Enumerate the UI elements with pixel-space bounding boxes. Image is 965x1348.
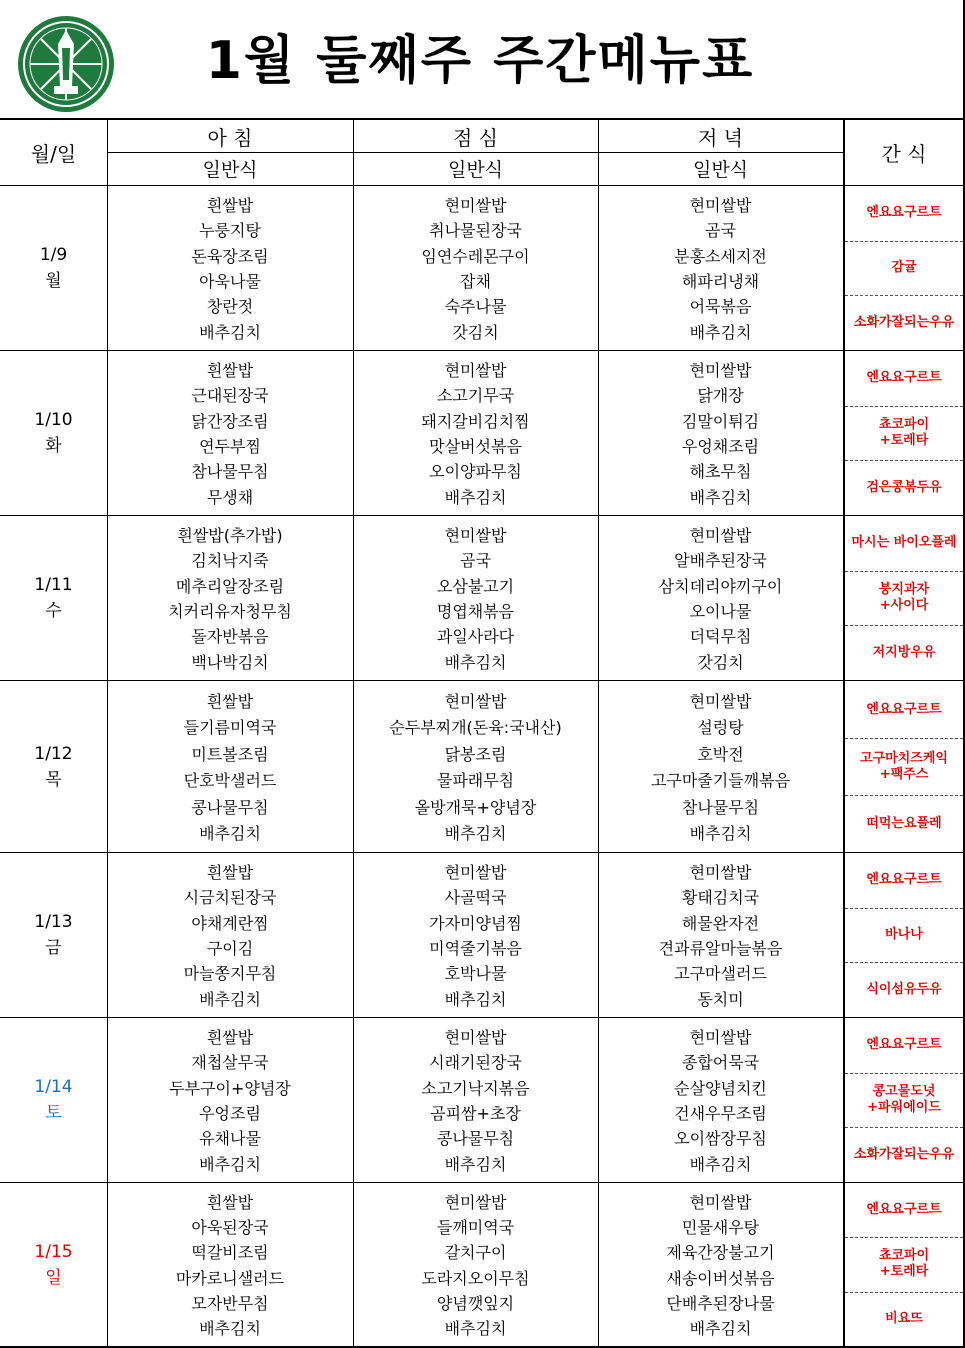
menu-item: 현미쌀밥 (444, 1193, 507, 1213)
day-date: 1/13 (34, 912, 73, 932)
emblem-logo (16, 14, 116, 114)
menu-item: 물파래무침 (436, 771, 515, 791)
day-weekday: 수 (45, 601, 62, 621)
menu-item: 흰쌀밥 (206, 691, 254, 711)
menu-item: 참나물무침 (191, 462, 269, 482)
menu-item: 단배추된장나물 (666, 1293, 775, 1313)
menu-item: 알배추된장국 (674, 551, 767, 571)
snack-item: 콩고물도넛 +파워에이드 (867, 1083, 941, 1115)
menu-item: 숙주나물 (444, 297, 507, 317)
menu-item: 고구마줄기들깨볶음 (650, 771, 791, 791)
menu-item: 흰쌀밥 (206, 1193, 254, 1213)
menu-item: 콩나물무침 (191, 797, 269, 817)
meal-lunch (353, 1024, 598, 1176)
meal-lunch (353, 1189, 598, 1340)
menu-item: 명엽채볶음 (436, 602, 515, 622)
menu-item: 마카로니샐러드 (175, 1268, 285, 1288)
menu-item: 곰국 (705, 221, 736, 241)
menu-item: 순두부찌개(돈육:국내산) (389, 718, 562, 738)
snack-item: 엔요요구르트 (866, 1202, 942, 1218)
day-cell (0, 516, 107, 680)
snack-divider (845, 1127, 963, 1128)
menu-item: 견과류알마늘볶음 (658, 939, 783, 959)
row-divider (0, 350, 963, 351)
menu-item: 종합어묵국 (681, 1053, 760, 1073)
meal-breakfast (107, 1024, 353, 1176)
snack-divider (845, 241, 963, 242)
header-breakfast: 아 침 (207, 125, 253, 150)
day-cell (0, 853, 107, 1017)
meal-dinner (598, 1024, 843, 1176)
menu-item: 사골떡국 (444, 888, 507, 908)
menu-item: 배추김치 (444, 989, 507, 1009)
menu-item: 현미쌀밥 (689, 196, 752, 216)
menu-item: 돼지갈비김치찜 (421, 411, 530, 431)
meal-lunch (353, 357, 598, 509)
meal-breakfast (107, 192, 353, 344)
meal-lunch (353, 192, 598, 344)
menu-item: 현미쌀밥 (689, 526, 752, 546)
menu-item: 유채나물 (199, 1129, 261, 1149)
menu-item: 누룽지탕 (199, 221, 261, 241)
menu-item: 들기름미역국 (183, 718, 277, 738)
day-weekday: 일 (45, 1267, 62, 1288)
menu-item: 창란젓 (206, 297, 254, 317)
menu-item: 김치낙지죽 (191, 551, 269, 571)
menu-item: 시래기된장국 (429, 1053, 522, 1073)
snack-item: 쵸코파이 +토레타 (878, 1248, 930, 1280)
day-date: 1/14 (34, 1077, 73, 1097)
menu-item: 들깨미역국 (436, 1218, 515, 1238)
snack-item: 비요뜨 (885, 1310, 923, 1326)
menu-item: 돌자반볶음 (191, 627, 269, 647)
menu-item: 백나박김치 (191, 652, 269, 672)
menu-item: 흰쌀밥 (206, 196, 254, 216)
menu-item: 현미쌀밥 (689, 361, 752, 381)
menu-item: 닭간장조림 (191, 411, 269, 431)
menu-item: 어묵볶음 (689, 297, 752, 317)
menu-item: 현미쌀밥 (444, 691, 507, 711)
snack-divider (845, 1292, 963, 1293)
menu-item: 설렁탕 (697, 718, 744, 738)
header-general-dinner: 일반식 (692, 159, 749, 181)
menu-item: 더덕무침 (689, 627, 752, 647)
meal-lunch (353, 859, 598, 1011)
menu-item: 과일사라다 (436, 627, 515, 647)
menu-item: 미트볼조림 (191, 744, 269, 764)
menu-item: 건새우무조림 (674, 1104, 767, 1124)
snack-divider (845, 795, 963, 796)
day-weekday: 목 (45, 769, 62, 790)
menu-item: 새송이버섯볶음 (666, 1268, 775, 1288)
menu-item: 배추김치 (199, 989, 261, 1009)
menu-item: 현미쌀밥 (689, 691, 752, 711)
menu-item: 갓김치 (452, 322, 499, 342)
day-weekday: 토 (45, 1103, 62, 1123)
day-weekday: 월 (45, 271, 62, 291)
snack-item: 엔요요구르트 (866, 205, 942, 221)
menu-item: 치커리유자청무침 (168, 602, 292, 622)
snack-divider (845, 571, 963, 572)
menu-item: 소고기낙지볶음 (421, 1078, 530, 1098)
snack-divider (845, 962, 963, 963)
menu-item: 배추김치 (444, 652, 507, 672)
menu-item: 배추김치 (444, 1154, 507, 1174)
row-divider (0, 680, 963, 681)
menu-item: 삼치데리야끼구이 (658, 576, 783, 596)
menu-item: 흰쌀밥 (206, 1028, 254, 1048)
menu-item: 고구마샐러드 (674, 964, 767, 984)
menu-item: 분홍소세지전 (674, 246, 767, 266)
menu-item: 호박나물 (444, 964, 507, 984)
menu-item: 야채계란찜 (191, 913, 269, 933)
menu-item: 오이나물 (689, 602, 752, 622)
day-weekday: 화 (45, 436, 62, 456)
menu-item: 동치미 (697, 989, 744, 1009)
snack-divider (845, 460, 963, 461)
page-title: 1월 둘째주 주간메뉴표 (205, 31, 755, 91)
menu-item: 배추김치 (689, 1318, 752, 1338)
menu-item: 민물새우탕 (681, 1218, 760, 1238)
snack-divider (845, 738, 963, 739)
snack-item: 고구마치즈케익 +팩주스 (860, 750, 948, 782)
menu-item: 흰쌀밥(추가밥) (177, 526, 283, 546)
row-divider (0, 1182, 963, 1183)
meal-lunch (353, 687, 598, 846)
menu-item: 아욱나물 (199, 272, 261, 292)
menu-item: 마늘쫑지무침 (183, 964, 277, 984)
menu-item: 미역줄기볶음 (429, 939, 522, 959)
menu-item: 아욱된장국 (191, 1218, 269, 1238)
menu-item: 배추김치 (689, 824, 752, 844)
menu-item: 배추김치 (444, 487, 507, 507)
snack-divider (845, 908, 963, 909)
menu-item: 무생채 (206, 487, 254, 507)
snack-item: 떠먹는요플레 (866, 815, 942, 831)
menu-item: 연두부찜 (199, 437, 261, 457)
snack-item: 엔요요구르트 (866, 1037, 942, 1053)
snack-item: 감귤 (891, 259, 917, 275)
menu-item: 모자반무침 (191, 1293, 269, 1313)
menu-item: 메추리알장조림 (175, 576, 285, 596)
meal-breakfast (107, 522, 353, 674)
row-divider (0, 1017, 963, 1018)
menu-item: 배추김치 (199, 824, 261, 844)
header-lunch: 점 심 (453, 125, 498, 150)
menu-item: 우엉채조림 (681, 437, 760, 457)
menu-item: 제육간장불고기 (666, 1243, 775, 1263)
menu-item: 배추김치 (689, 322, 752, 342)
menu-item: 황태김치국 (681, 888, 760, 908)
day-cell (0, 1018, 107, 1182)
snack-item: 엔요요구르트 (866, 370, 942, 386)
header-date: 월/일 (30, 142, 77, 166)
menu-item: 재첩살무국 (191, 1053, 269, 1073)
row-divider (0, 185, 963, 186)
snack-divider (845, 1237, 963, 1238)
menu-item: 오삼불고기 (436, 576, 515, 596)
meal-dinner (598, 687, 843, 846)
day-cell (0, 351, 107, 515)
snack-item: 검은콩볶두유 (866, 479, 942, 495)
menu-item: 닭개장 (697, 386, 744, 406)
menu-item: 호박전 (697, 744, 744, 764)
menu-item: 배추김치 (444, 1318, 507, 1338)
snack-item: 소화가잘되는우유 (853, 1146, 955, 1162)
meal-dinner (598, 357, 843, 509)
menu-item: 구이김 (206, 939, 254, 959)
menu-item: 현미쌀밥 (689, 1193, 752, 1213)
menu-item: 시금치된장국 (183, 888, 277, 908)
day-cell (0, 186, 107, 350)
header-general-lunch: 일반식 (447, 159, 504, 181)
menu-item: 오이양파무침 (429, 462, 522, 482)
day-date: 1/10 (34, 410, 73, 430)
menu-item: 배추김치 (199, 1318, 261, 1338)
menu-item: 흰쌀밥 (206, 863, 254, 883)
header-snack: 간 식 (881, 142, 927, 166)
menu-item: 닭봉조림 (444, 744, 507, 764)
menu-item: 해물완자전 (681, 913, 760, 933)
snack-item: 마시는 바이오플레 (851, 535, 957, 551)
day-cell (0, 681, 107, 852)
menu-item: 우엉조림 (199, 1104, 261, 1124)
menu-item: 소고기무국 (436, 386, 515, 406)
snack-item: 붕지과자 +사이다 (878, 581, 930, 613)
menu-item: 떡갈비조림 (191, 1243, 269, 1263)
menu-item: 가자미양념찜 (429, 913, 522, 933)
header-dinner: 저 녁 (698, 125, 743, 150)
menu-item: 현미쌀밥 (444, 1028, 507, 1048)
menu-item: 배추김치 (199, 322, 261, 342)
menu-item: 흰쌀밥 (206, 361, 254, 381)
menu-table (0, 120, 963, 1346)
menu-item: 갈치구이 (444, 1243, 507, 1263)
meal-dinner (598, 192, 843, 344)
menu-item: 단호박샐러드 (183, 771, 277, 791)
snack-item: 식이섬유두유 (866, 981, 942, 997)
snack-item: 엔요요구르트 (866, 872, 942, 888)
meal-dinner (598, 1189, 843, 1340)
row-divider (0, 515, 963, 516)
snack-item: 바나나 (885, 926, 923, 942)
menu-item: 오이쌈장무침 (674, 1129, 767, 1149)
snack-divider (845, 295, 963, 296)
day-date: 1/12 (34, 743, 73, 764)
meal-breakfast (107, 687, 353, 846)
snack-divider (845, 1073, 963, 1074)
menu-item: 현미쌀밥 (444, 526, 507, 546)
snack-divider (845, 625, 963, 626)
menu-item: 해초무침 (689, 462, 752, 482)
meal-breakfast (107, 357, 353, 509)
menu-item: 현미쌀밥 (444, 361, 507, 381)
day-weekday: 금 (45, 938, 62, 958)
day-cell (0, 1183, 107, 1346)
row-divider (0, 852, 963, 853)
menu-item: 참나물무침 (681, 797, 760, 817)
menu-item: 양념깻잎지 (436, 1293, 515, 1313)
menu-item: 임연수레몬구이 (421, 246, 530, 266)
menu-item: 현미쌀밥 (444, 863, 507, 883)
menu-item: 돈육장조림 (191, 246, 269, 266)
menu-item: 배추김치 (444, 824, 507, 844)
menu-item: 두부구이+양념장 (169, 1078, 291, 1098)
menu-item: 해파리냉채 (681, 272, 760, 292)
header (0, 0, 963, 120)
snack-item: 저지방우유 (872, 644, 936, 660)
menu-item: 맛살버섯볶음 (429, 437, 522, 457)
snack-item: 소화가잘되는우유 (853, 314, 955, 330)
snack-item: 엔요요구르트 (866, 701, 942, 717)
meal-dinner (598, 859, 843, 1011)
menu-item: 현미쌀밥 (689, 1028, 752, 1048)
meal-breakfast (107, 859, 353, 1011)
meal-lunch (353, 522, 598, 674)
menu-item: 곰국 (460, 551, 491, 571)
menu-item: 순살양념치킨 (674, 1078, 767, 1098)
menu-item: 취나물된장국 (429, 221, 522, 241)
snack-divider (845, 406, 963, 407)
menu-item: 배추김치 (199, 1154, 261, 1174)
menu-item: 잡채 (460, 272, 491, 292)
menu-item: 김말이튀김 (681, 411, 760, 431)
menu-item: 배추김치 (689, 1154, 752, 1174)
menu-item: 배추김치 (689, 487, 752, 507)
menu-item: 현미쌀밥 (689, 863, 752, 883)
day-date: 1/15 (34, 1241, 73, 1262)
day-date: 1/11 (34, 575, 73, 595)
menu-item: 현미쌀밥 (444, 196, 507, 216)
header-general-breakfast: 일반식 (202, 159, 258, 181)
menu-item: 갓김치 (697, 652, 744, 672)
menu-item: 도라지오이무침 (421, 1268, 530, 1288)
meal-breakfast (107, 1189, 353, 1340)
day-date: 1/9 (39, 245, 68, 265)
snack-item: 쵸코파이 +토레타 (878, 416, 930, 448)
meal-dinner (598, 522, 843, 674)
menu-item: 곰피쌈+초장 (430, 1104, 521, 1124)
menu-item: 올방개묵+양념장 (414, 797, 537, 817)
menu-item: 콩나물무침 (436, 1129, 515, 1149)
menu-item: 근대된장국 (191, 386, 269, 406)
